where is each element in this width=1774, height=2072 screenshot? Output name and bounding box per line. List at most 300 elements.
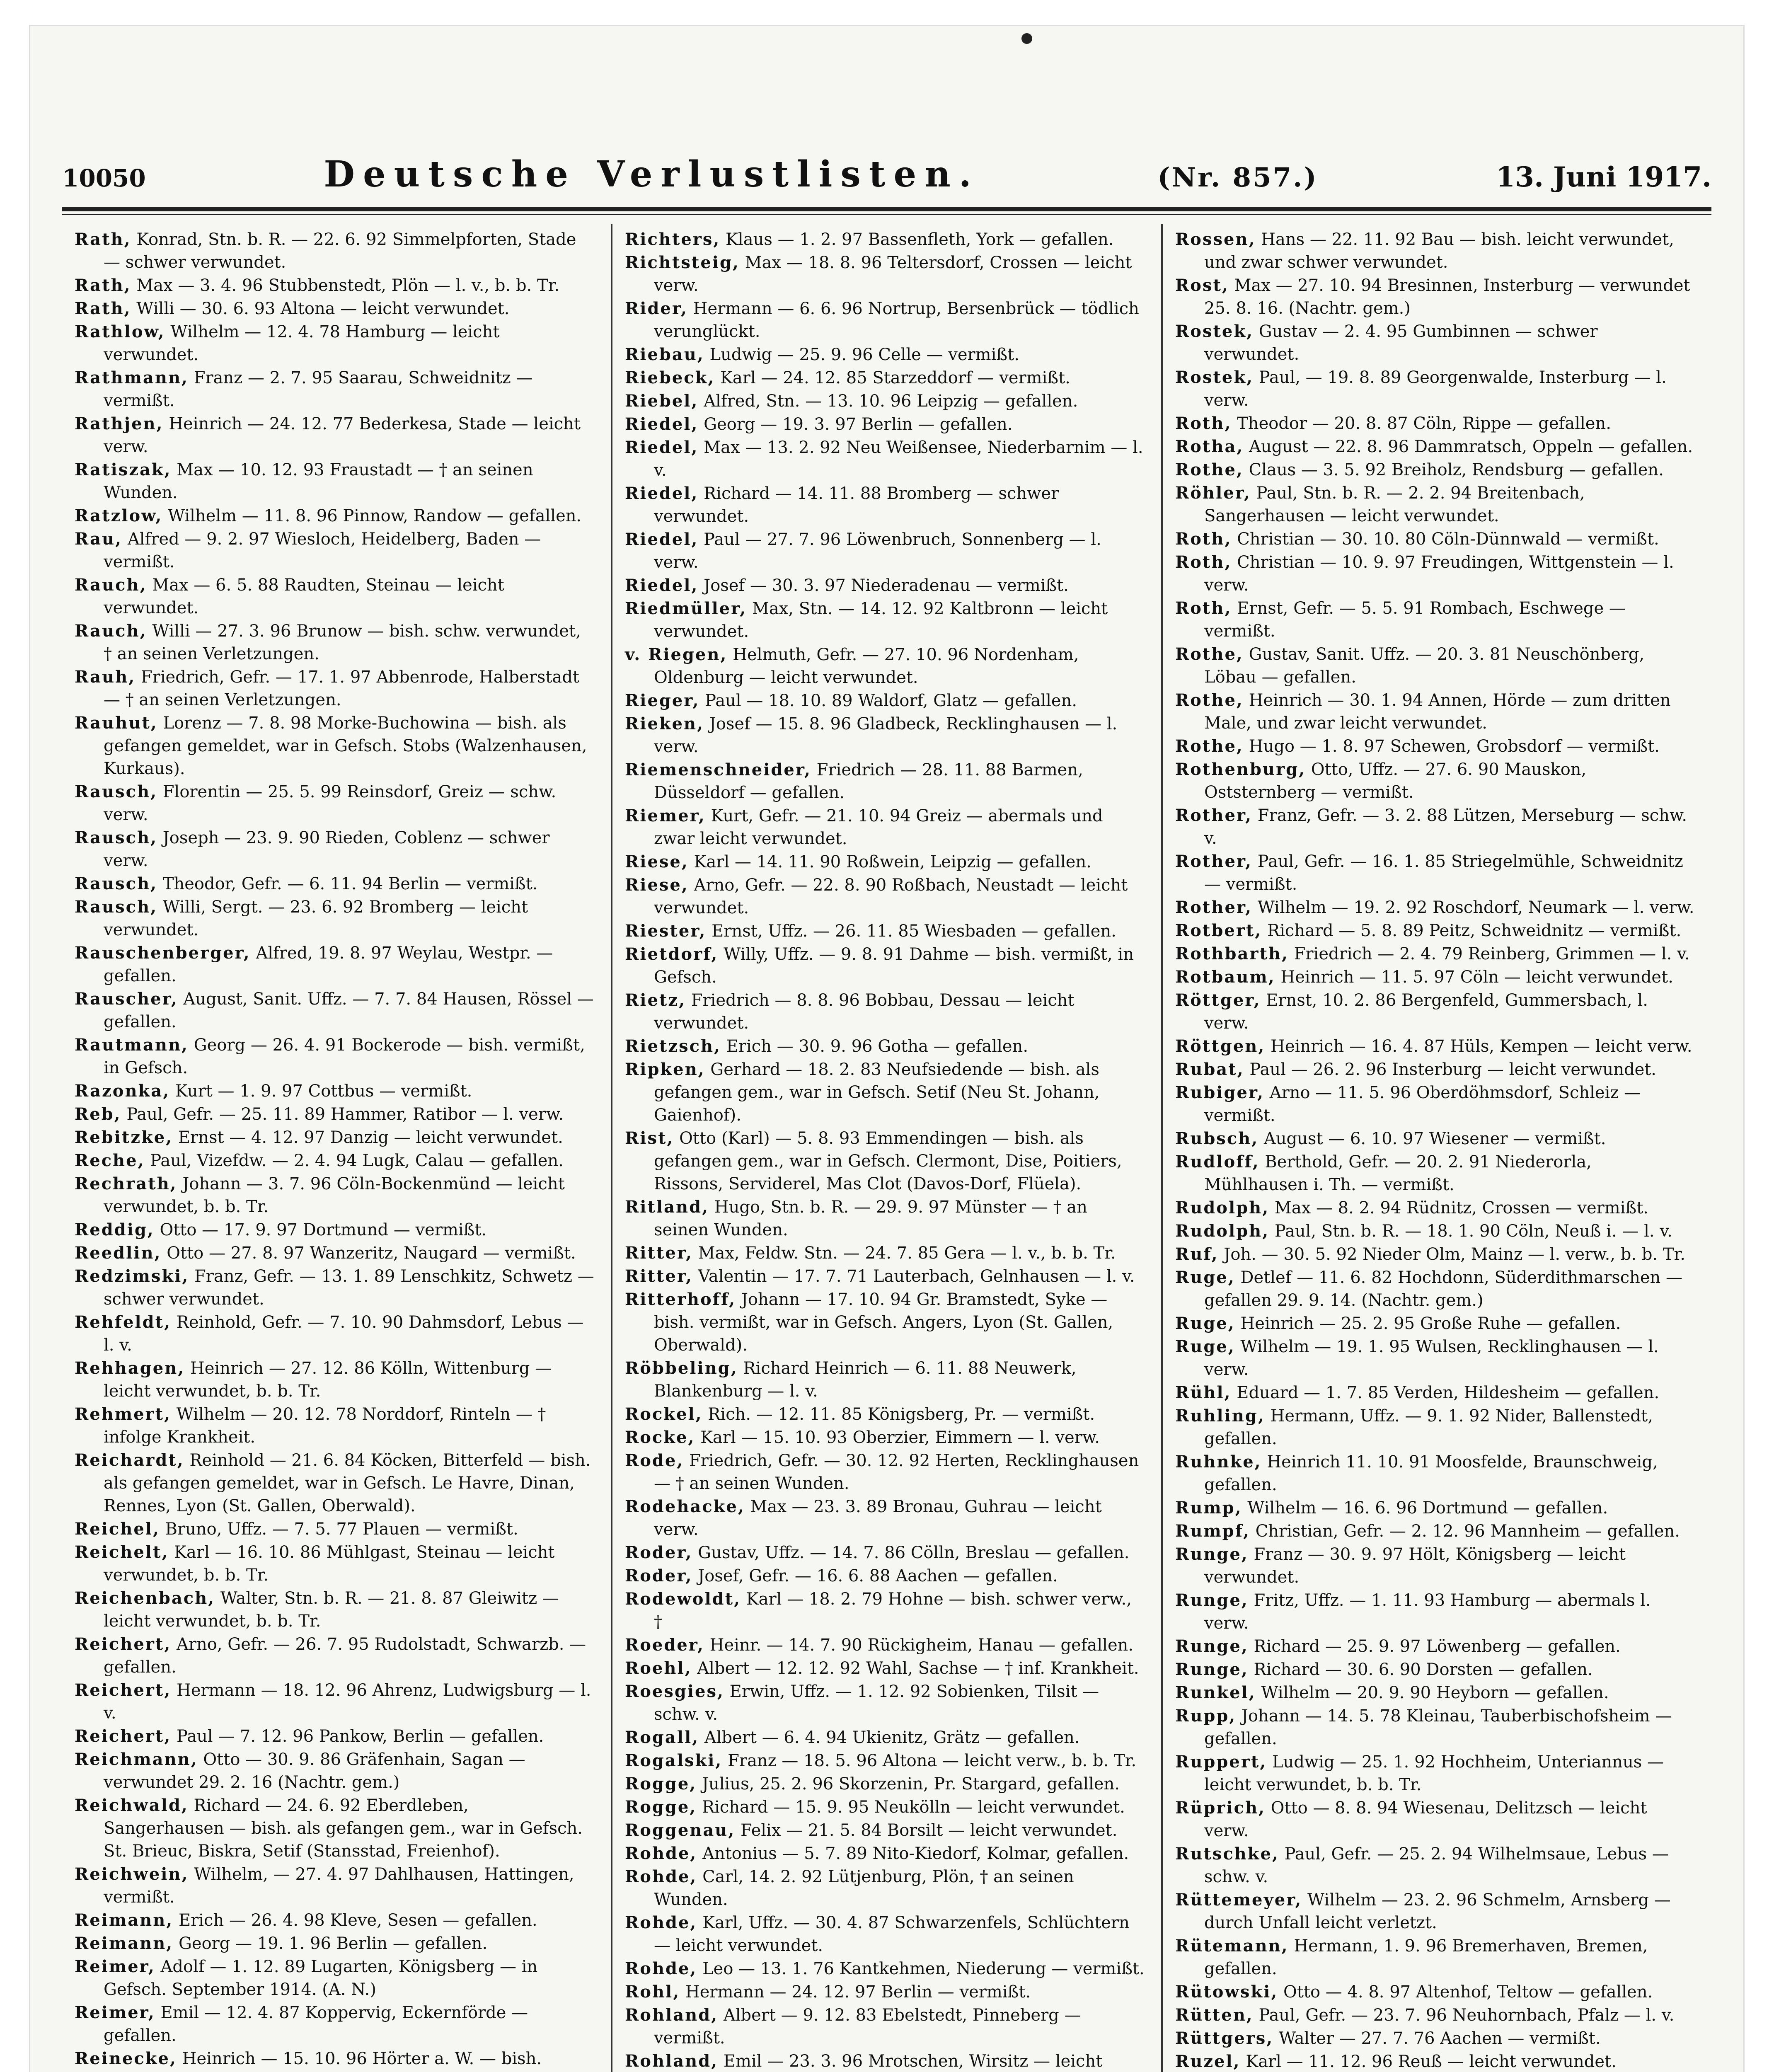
entry-surname: Rotbaum,	[1175, 967, 1275, 987]
casualty-entry	[625, 2050, 1145, 2072]
entry-surname: Runge,	[1175, 1660, 1249, 1679]
entry-details: Erwin, Uffz. — 1. 12. 92 Sobienken, Tilsit — schw. v.	[654, 1682, 1099, 1724]
casualty-entry	[625, 1749, 1145, 1772]
casualty-entry	[625, 989, 1145, 1035]
casualty-entry	[1175, 228, 1695, 274]
entry-surname: Rauch,	[75, 621, 147, 641]
casualty-entry	[75, 274, 594, 297]
entry-surname: Runge,	[1175, 1636, 1249, 1656]
entry-details: Paul — 27. 7. 96 Löwenbruch, Sonnenberg — l. verw.	[654, 530, 1101, 572]
entry-surname: Reinecke,	[75, 2049, 177, 2068]
casualty-entry	[625, 1657, 1145, 1680]
entry-surname: Rotha,	[1175, 437, 1244, 456]
entry-details: Otto — 30. 9. 86 Gräfenhain, Sagan — verwundet 29. 2. 16 (Nachtr. gem.)	[104, 1750, 525, 1792]
casualty-entry	[625, 874, 1145, 920]
entry-surname: Riedmüller,	[625, 599, 747, 618]
casualty-entry	[75, 1633, 594, 1679]
entry-details: Wilhelm — 12. 4. 78 Hamburg — leicht verwundet.	[104, 322, 500, 364]
entry-details: Paul — 26. 2. 96 Insterburg — leicht verwundet.	[1249, 1060, 1657, 1079]
entry-surname: Riemer,	[625, 806, 706, 825]
casualty-entry	[1175, 1220, 1695, 1243]
entry-details: Hermann — 24. 12. 97 Berlin — vermißt.	[685, 1982, 1031, 2002]
entry-details: Christian — 30. 10. 80 Cöln-Dünnwald — vermißt.	[1237, 530, 1659, 549]
casualty-entry	[1175, 435, 1695, 458]
entry-details: Franz — 30. 9. 97 Hölt, Königsberg — leicht verwundet.	[1204, 1545, 1626, 1587]
entry-details: Willi — 30. 6. 93 Altona — leicht verwundet.	[136, 299, 510, 318]
entry-surname: Reichelt,	[75, 1542, 169, 1562]
entry-surname: Ruppert,	[1175, 1752, 1267, 1772]
casualty-entry	[625, 528, 1145, 574]
entry-surname: Rauch,	[75, 575, 147, 595]
entry-details: Paul, — 19. 8. 89 Georgenwalde, Insterburg — l. verw.	[1204, 368, 1667, 410]
casualty-entry	[625, 1726, 1145, 1749]
entry-surname: Rehhagen,	[75, 1358, 185, 1378]
entry-surname: Rothenburg,	[1175, 760, 1306, 779]
entry-surname: Richtsteig,	[625, 253, 740, 272]
entry-surname: Rodehacke,	[625, 1497, 745, 1516]
entry-details: Heinrich — 30. 1. 94 Annen, Hörde — zum dritten Male, und zwar leicht verwundet.	[1204, 691, 1671, 733]
entry-details: Gustav, Uffz. — 14. 7. 86 Cölln, Breslau — gefallen.	[698, 1543, 1130, 1562]
entry-surname: Ruge,	[1175, 1268, 1235, 1287]
entry-surname: Reichenbach,	[75, 1588, 215, 1608]
entry-surname: Rothe,	[1175, 736, 1244, 756]
casualty-entry	[75, 1126, 594, 1149]
casualty-entry	[625, 1911, 1145, 1957]
casualty-entry	[75, 942, 594, 988]
entry-surname: Rauscher,	[75, 989, 178, 1009]
casualty-entry	[1175, 1243, 1695, 1266]
entry-details: Bruno, Uffz. — 7. 5. 77 Plauen — vermißt.	[165, 1520, 518, 1539]
entry-details: Lorenz — 7. 8. 98 Morke-Buchowina — bish. als gefangen gemeldet, war in Gefsch. Stobs (Walzenhausen, Kurkaus).	[104, 714, 587, 778]
entry-details: Walter, Stn. b. R. — 21. 8. 87 Gleiwitz — leicht verwundet, b. b. Tr.	[104, 1589, 559, 1631]
entry-details: Heinrich — 15. 10. 96 Hörter a. W. — bish.	[182, 2049, 542, 2068]
entry-surname: Rauschenberger,	[75, 943, 251, 963]
entry-details: Franz — 18. 5. 96 Altona — leicht verw., b. b. Tr.	[728, 1751, 1137, 1770]
entry-surname: Richters,	[625, 230, 721, 249]
entry-details: Max, Feldw. Stn. — 24. 7. 85 Gera — l. v., b. b. Tr.	[698, 1244, 1116, 1263]
entry-details: Arno — 11. 5. 96 Oberdöhmsdorf, Schleiz — vermißt.	[1204, 1083, 1641, 1125]
entry-surname: Röhler,	[1175, 483, 1251, 503]
casualty-entry	[1175, 896, 1695, 919]
entry-surname: Rutschke,	[1175, 1844, 1279, 1864]
casualty-entry	[1175, 1196, 1695, 1220]
casualty-entry	[1175, 1520, 1695, 1543]
column-1	[62, 224, 612, 2072]
entry-surname: Rocke,	[625, 1428, 695, 1447]
entry-details: Johann — 3. 7. 96 Cöln-Bockenmünd — leicht verwundet, b. b. Tr.	[104, 1174, 565, 1216]
entry-details: Berthold, Gefr. — 20. 2. 91 Niederorla, Mühlhausen i. Th. — vermißt.	[1204, 1152, 1592, 1194]
casualty-entry	[625, 1242, 1145, 1265]
entry-details: Hans — 22. 11. 92 Bau — bish. leicht verwundet, und zwar schwer verwundet.	[1204, 230, 1674, 272]
casualty-entry	[625, 712, 1145, 758]
entry-surname: Rump,	[1175, 1498, 1242, 1518]
casualty-entry	[625, 1127, 1145, 1196]
casualty-entry	[625, 1288, 1145, 1357]
entry-details: Friedrich — 2. 4. 79 Reinberg, Grimmen — l. v.	[1294, 944, 1690, 963]
entry-surname: Razonka,	[75, 1081, 170, 1101]
casualty-entry	[75, 1103, 594, 1126]
entry-surname: Rütten,	[1175, 2005, 1254, 2025]
casualty-entry	[625, 1426, 1145, 1449]
casualty-entry	[625, 1980, 1145, 2004]
entry-details: Josef — 30. 3. 97 Niederadenau — vermißt.	[704, 576, 1069, 595]
entry-details: Wilhelm — 19. 1. 95 Wulsen, Recklinghausen — l. verw.	[1204, 1337, 1659, 1379]
entry-surname: Rohde,	[625, 1867, 697, 1886]
entry-details: Reinhold, Gefr. — 7. 10. 90 Dahmsdorf, Lebus — l. v.	[104, 1313, 584, 1355]
entry-details: Richard — 30. 6. 90 Dorsten — gefallen.	[1254, 1660, 1593, 1679]
casualty-entry	[75, 1955, 594, 2001]
entry-surname: Roth,	[1175, 529, 1232, 549]
entry-details: Albert — 9. 12. 83 Ebelstedt, Pinneberg — vermißt.	[654, 2006, 1081, 2048]
casualty-entry	[75, 1311, 594, 1357]
entry-surname: Rüttemeyer,	[1175, 1890, 1302, 1910]
entry-details: Wilhelm — 16. 6. 96 Dortmund — gefallen.	[1247, 1498, 1608, 1518]
casualty-entry	[75, 1725, 594, 1748]
casualty-entry	[75, 666, 594, 712]
entry-surname: Reichert,	[75, 1726, 172, 1746]
casualty-entry	[75, 458, 594, 504]
entry-details: Konrad, Stn. b. R. — 22. 6. 92 Simmelpforten, Stade — schwer verwundet.	[104, 230, 576, 272]
entry-surname: Reichert,	[75, 1680, 172, 1700]
entry-details: Helmuth, Gefr. — 27. 10. 96 Nordenham, Oldenburg — leicht verwundet.	[654, 645, 1079, 687]
entry-details: Ernst, Uffz. — 26. 11. 85 Wiesbaden — gefallen.	[712, 922, 1116, 941]
entry-details: Paul, Gefr. — 23. 7. 96 Neuhornbach, Pfalz — l. v.	[1258, 2006, 1675, 2025]
entry-details: Carl, 14. 2. 92 Lütjenburg, Plön, † an seinen Wunden.	[654, 1867, 1074, 1909]
column-3	[1163, 224, 1711, 2072]
columns	[62, 224, 1711, 2072]
casualty-entry	[75, 1794, 594, 1863]
entry-surname: Rothe,	[1175, 690, 1244, 710]
casualty-entry	[75, 2001, 594, 2047]
casualty-entry	[625, 436, 1145, 482]
entry-details: Arno, Gefr. — 26. 7. 95 Rudolstadt, Schwarzb. — gefallen.	[104, 1635, 586, 1677]
casualty-entry	[1175, 1312, 1695, 1335]
casualty-entry	[1175, 1704, 1695, 1750]
casualty-entry	[75, 528, 594, 574]
casualty-entry	[625, 1680, 1145, 1726]
entry-details: Paul, Gefr. — 16. 1. 85 Striegelmühle, Schweidnitz — vermißt.	[1204, 852, 1683, 894]
entry-surname: Rüttgers,	[1175, 2028, 1274, 2048]
entry-details: Ernst, Gefr. — 5. 5. 91 Rombach, Eschwege — vermißt.	[1204, 599, 1626, 641]
entry-surname: Roehl,	[625, 1658, 692, 1678]
entry-details: Paul, Gefr. — 25. 2. 94 Wilhelmsaue, Lebus — schw. v.	[1204, 1844, 1669, 1886]
entry-details: Albert — 6. 4. 94 Ukienitz, Grätz — gefallen.	[704, 1728, 1080, 1747]
entry-details: Joseph — 23. 9. 90 Rieden, Coblenz — schwer verw.	[104, 828, 550, 870]
casualty-entry	[75, 1218, 594, 1242]
entry-details: Max — 10. 12. 93 Fraustadt — † an seinen Wunden.	[104, 460, 533, 502]
entry-surname: Ratiszak,	[75, 460, 172, 479]
entry-details: Julius, 25. 2. 96 Skorzenin, Pr. Stargard, gefallen.	[702, 1774, 1120, 1794]
casualty-entry	[1175, 942, 1695, 966]
entry-surname: Ritland,	[625, 1197, 709, 1217]
entry-surname: Reichmann,	[75, 1750, 198, 1769]
casualty-entry	[625, 1842, 1145, 1865]
entry-surname: Rietzsch,	[625, 1036, 721, 1056]
casualty-entry	[625, 413, 1145, 436]
casualty-entry	[75, 1541, 594, 1587]
casualty-entry	[625, 1588, 1145, 1634]
entry-surname: Rechrath,	[75, 1174, 177, 1193]
entry-details: Christian — 10. 9. 97 Freudingen, Wittgenstein — l. verw.	[1204, 553, 1674, 595]
entry-surname: Roder,	[625, 1566, 693, 1585]
entry-details: Detlef — 11. 6. 82 Hochdonn, Süderdithmarschen — gefallen 29. 9. 14. (Nachtr. gem.)	[1204, 1268, 1683, 1310]
entry-details: Arno, Gefr. — 22. 8. 90 Roßbach, Neustadt — leicht verwundet.	[654, 876, 1128, 917]
entry-surname: Rumpf,	[1175, 1521, 1250, 1541]
entry-surname: Rossen,	[1175, 230, 1256, 249]
casualty-entry	[75, 1265, 594, 1311]
casualty-entry	[75, 320, 594, 366]
entry-surname: Rath,	[75, 276, 131, 295]
entry-details: Reinhold — 21. 6. 84 Köcken, Bitterfeld — bish. als gefangen gemeldet, war in Gefsch. Le Havre, Dinan, Rennes, Lyon (St. Gallen, Oberwald).	[104, 1451, 591, 1515]
entry-surname: Rühl,	[1175, 1383, 1232, 1402]
casualty-entry	[625, 1058, 1145, 1127]
entry-surname: Roth,	[1175, 414, 1232, 433]
entry-surname: Reimer,	[75, 1957, 155, 1976]
entry-surname: Riese,	[625, 852, 689, 871]
entry-surname: Ritter,	[625, 1243, 693, 1263]
casualty-entry	[625, 1564, 1145, 1588]
entry-details: Wilhelm — 23. 2. 96 Schmelm, Arnsberg — durch Unfall leicht verletzt.	[1204, 1890, 1671, 1932]
casualty-entry	[1175, 643, 1695, 689]
entry-details: Wilhelm — 20. 12. 78 Norddorf, Rinteln — † infolge Krankheit.	[104, 1405, 546, 1447]
entry-details: Wilhelm, — 27. 4. 97 Dahlhausen, Hattingen, vermißt.	[104, 1865, 574, 1907]
entry-surname: Rohde,	[625, 1959, 697, 1978]
casualty-entry	[625, 943, 1145, 989]
entry-details: Paul, Stn. b. R. — 18. 1. 90 Cöln, Neuß i. — l. v.	[1274, 1222, 1672, 1241]
casualty-entry	[1175, 1450, 1695, 1496]
entry-details: Karl — 15. 10. 93 Oberzier, Eimmern — l. verw.	[700, 1428, 1100, 1447]
casualty-entry	[625, 850, 1145, 874]
casualty-entry	[625, 1865, 1145, 1911]
entry-surname: Rütemann,	[1175, 1936, 1289, 1956]
entry-surname: Riedel,	[625, 484, 699, 503]
entry-surname: Rohde,	[625, 1913, 697, 1932]
entry-surname: Rother,	[1175, 852, 1253, 871]
entry-details: Hermann, 1. 9. 96 Bremerhaven, Bremen, gefallen.	[1204, 1936, 1648, 1978]
casualty-entry	[1175, 1796, 1695, 1842]
entry-details: Gerhard — 18. 2. 83 Neufsiedende — bish. als gefangen gem., war in Gefsch. Setif (Neu St. Johann, Gaienhof).	[654, 1060, 1100, 1125]
casualty-entry	[75, 988, 594, 1034]
entry-surname: Rohde,	[625, 1844, 697, 1863]
entry-surname: Rauh,	[75, 667, 136, 687]
entry-details: Florentin — 25. 5. 99 Reinsdorf, Greiz — schw. verw.	[104, 782, 557, 824]
entry-surname: Riebau,	[625, 345, 704, 364]
casualty-entry	[625, 1819, 1145, 1842]
entry-details: Emil — 12. 4. 87 Koppervig, Eckernförde — gefallen.	[104, 2003, 528, 2045]
entry-surname: Ruhnke,	[1175, 1452, 1262, 1472]
entry-details: Paul, Gefr. — 25. 11. 89 Hammer, Ratibor — l. verw.	[126, 1105, 564, 1124]
entry-details: Max — 6. 5. 88 Raudten, Steinau — leicht verwundet.	[104, 576, 504, 617]
casualty-entry	[625, 482, 1145, 528]
entry-details: Ludwig — 25. 1. 92 Hochheim, Unteriannus — leicht verwundet, b. b. Tr.	[1204, 1752, 1664, 1794]
casualty-entry	[625, 1403, 1145, 1426]
entry-surname: Rietz,	[625, 990, 686, 1010]
issue-date: 13. Juni 1917.	[1496, 161, 1711, 193]
casualty-entry	[1175, 1888, 1695, 1934]
casualty-entry	[625, 2004, 1145, 2050]
entry-details: Joh. — 30. 5. 92 Nieder Olm, Mainz — l. verw., b. b. Tr.	[1224, 1245, 1685, 1264]
entry-surname: Rath,	[75, 299, 131, 318]
casualty-entry	[625, 920, 1145, 943]
casualty-entry	[75, 504, 594, 528]
casualty-entry	[1175, 528, 1695, 551]
casualty-entry	[625, 228, 1145, 251]
entry-surname: Reimann,	[75, 1934, 174, 1953]
entry-details: Wilhelm — 11. 8. 96 Pinnow, Randow — gefallen.	[167, 506, 582, 525]
entry-surname: Rohland,	[625, 2051, 719, 2071]
entry-details: Erich — 30. 9. 96 Gotha — gefallen.	[726, 1037, 1029, 1056]
casualty-entry	[1175, 1058, 1695, 1081]
entry-details: Gustav, Sanit. Uffz. — 20. 3. 81 Neuschönberg, Löbau — gefallen.	[1204, 645, 1645, 687]
casualty-entry	[625, 297, 1145, 343]
casualty-entry	[75, 620, 594, 666]
entry-surname: Riebel,	[625, 391, 699, 411]
entry-surname: Rudloff,	[1175, 1152, 1260, 1172]
entry-details: Richard — 14. 11. 88 Bromberg — schwer verwundet.	[654, 484, 1059, 526]
entry-surname: Rathlow,	[75, 322, 165, 341]
casualty-entry	[75, 1149, 594, 1172]
casualty-entry	[1175, 274, 1695, 320]
entry-surname: Ruge,	[1175, 1314, 1235, 1333]
casualty-entry	[75, 826, 594, 872]
entry-surname: Reichwein,	[75, 1864, 189, 1884]
entry-details: Richard — 24. 6. 92 Eberdleben, Sangerhausen — bish. als gefangen gem., war in Gefsch. St. Brieuc, Biskra, Setif (Stansstad, Freienhof).	[104, 1796, 583, 1861]
entry-details: Friedrich — 28. 11. 88 Barmen, Düsseldorf — gefallen.	[654, 760, 1083, 802]
top-dot	[1021, 33, 1032, 44]
entry-surname: Rautmann,	[75, 1035, 189, 1055]
entry-surname: Reddig,	[75, 1220, 155, 1239]
entry-details: Alfred — 9. 2. 97 Wiesloch, Heidelberg, Baden — vermißt.	[104, 530, 541, 571]
casualty-entry	[75, 712, 594, 780]
casualty-entry	[625, 1541, 1145, 1564]
page-title: Deutsche Verlustlisten.	[324, 153, 980, 195]
entry-details: Leo — 13. 1. 76 Kantkehmen, Niederung — vermißt.	[702, 1959, 1145, 1978]
entry-details: Johann — 17. 10. 94 Gr. Bramstedt, Syke — bish. vermißt, war in Gefsch. Angers, Lyon (St. Gallen, Oberwald).	[654, 1290, 1113, 1355]
casualty-entry	[1175, 1980, 1695, 2004]
entry-surname: Riebeck,	[625, 368, 715, 387]
entry-details: Josef, Gefr. — 16. 6. 88 Aachen — gefallen.	[698, 1566, 1058, 1585]
entry-surname: Röbbeling,	[625, 1358, 738, 1378]
entry-surname: Rotbert,	[1175, 921, 1262, 940]
column-2	[612, 224, 1163, 2072]
casualty-entry	[75, 1357, 594, 1403]
entry-details: Franz, Gefr. — 13. 1. 89 Lenschkitz, Schwetz — schwer verwundet.	[104, 1267, 594, 1309]
casualty-entry	[1175, 689, 1695, 735]
entry-details: Theodor — 20. 8. 87 Cöln, Rippe — gefallen.	[1237, 414, 1611, 433]
entry-surname: Röttger,	[1175, 990, 1261, 1010]
entry-details: Max — 3. 4. 96 Stubbenstedt, Plön — l. v., b. b. Tr.	[136, 276, 560, 295]
entry-surname: Rostek,	[1175, 368, 1254, 387]
entry-details: Otto — 8. 8. 94 Wiesenau, Delitzsch — leicht verw.	[1204, 1798, 1647, 1840]
casualty-entry	[625, 1449, 1145, 1495]
casualty-entry	[625, 643, 1145, 689]
entry-details: Christian, Gefr. — 2. 12. 96 Mannheim — gefallen.	[1255, 1522, 1680, 1541]
entry-surname: Rebitzke,	[75, 1128, 173, 1147]
entry-details: Theodor, Gefr. — 6. 11. 94 Berlin — vermißt.	[162, 874, 538, 893]
casualty-entry	[1175, 482, 1695, 528]
entry-surname: Rother,	[1175, 806, 1253, 825]
entry-details: Fritz, Uffz. — 1. 11. 93 Hamburg — abermals l. verw.	[1204, 1591, 1651, 1633]
casualty-entry	[75, 1518, 594, 1541]
entry-details: Ernst, 10. 2. 86 Bergenfeld, Gummersbach, l. verw.	[1204, 991, 1648, 1033]
casualty-entry	[1175, 2004, 1695, 2027]
entry-surname: Ratzlow,	[75, 506, 163, 525]
casualty-entry	[1175, 989, 1695, 1035]
entry-surname: Rauhut,	[75, 713, 158, 733]
casualty-entry	[75, 1863, 594, 1909]
header-rule-thin	[62, 214, 1711, 215]
casualty-entry	[75, 297, 594, 320]
entry-surname: Rausch,	[75, 897, 158, 917]
entry-details: Ernst — 4. 12. 97 Danzig — leicht verwundet.	[178, 1128, 563, 1147]
casualty-entry	[625, 1196, 1145, 1242]
entry-surname: Reichert,	[75, 1634, 172, 1654]
entry-surname: Reichardt,	[75, 1450, 184, 1470]
entry-surname: Rausch,	[75, 782, 158, 801]
casualty-entry	[625, 1265, 1145, 1288]
entry-details: Richard — 25. 9. 97 Löwenberg — gefallen.	[1254, 1637, 1621, 1656]
entry-surname: Ruf,	[1175, 1244, 1219, 1264]
casualty-entry	[1175, 320, 1695, 366]
entry-surname: Ruge,	[1175, 1337, 1235, 1356]
casualty-entry	[625, 689, 1145, 712]
casualty-entry	[1175, 1658, 1695, 1681]
casualty-entry	[625, 758, 1145, 804]
entry-surname: Rothe,	[1175, 460, 1244, 479]
entry-surname: Rupp,	[1175, 1706, 1237, 1726]
casualty-entry	[75, 872, 594, 896]
casualty-entry	[75, 1034, 594, 1080]
entry-surname: Reb,	[75, 1104, 121, 1124]
entry-details: Claus — 3. 5. 92 Breiholz, Rendsburg — gefallen.	[1249, 460, 1664, 479]
casualty-entry	[1175, 966, 1695, 989]
entry-details: Paul, Vizefdw. — 2. 4. 94 Lugk, Calau — gefallen.	[150, 1151, 564, 1170]
entry-surname: Ritterhoff,	[625, 1290, 736, 1309]
entry-details: Eduard — 1. 7. 85 Verden, Hildesheim — gefallen.	[1237, 1383, 1660, 1402]
casualty-entry	[75, 896, 594, 942]
entry-surname: Rau,	[75, 529, 123, 549]
entry-details: Adolf — 1. 12. 89 Lugarten, Königsberg — in Gefsch. September 1914. (A. N.)	[104, 1957, 538, 1999]
entry-surname: Roth,	[1175, 598, 1232, 618]
casualty-entry	[1175, 1543, 1695, 1589]
entry-details: Karl, Uffz. — 30. 4. 87 Schwarzenfels, Schlüchtern — leicht verwundet.	[654, 1913, 1130, 1955]
entry-details: Otto (Karl) — 5. 8. 93 Emmendingen — bish. als gefangen gem., war in Gefsch. Clermont, Dise, Poitiers, Rissons, Serviderel, Mas Clot (Davos-Dorf, Flüela).	[654, 1129, 1122, 1193]
entry-surname: Reimer,	[75, 2003, 155, 2022]
issue-number: (Nr. 857.)	[1157, 162, 1318, 193]
casualty-entry	[75, 366, 594, 412]
entry-details: Albert — 12. 12. 92 Wahl, Sachse — † inf. Krankheit.	[697, 1659, 1139, 1678]
casualty-entry	[1175, 919, 1695, 942]
casualty-entry	[75, 1932, 594, 1955]
entry-details: Max — 27. 10. 94 Bresinnen, Insterburg — verwundet 25. 8. 16. (Nachtr. gem.)	[1204, 276, 1690, 318]
entry-details: Karl — 14. 11. 90 Roßwein, Leipzig — gefallen.	[694, 852, 1092, 871]
entry-details: Otto — 27. 8. 97 Wanzeritz, Naugard — vermißt.	[167, 1244, 576, 1263]
entry-surname: Rode,	[625, 1451, 684, 1470]
entry-details: Hugo, Stn. b. R. — 29. 9. 97 Münster — † an seinen Wunden.	[654, 1198, 1087, 1239]
casualty-entry	[1175, 1035, 1695, 1058]
entry-details: Heinrich — 27. 12. 86 Kölln, Wittenburg — leicht verwundet, b. b. Tr.	[104, 1359, 552, 1401]
casualty-entry	[1175, 458, 1695, 482]
casualty-entry	[1175, 366, 1695, 412]
entry-surname: Rohl,	[625, 1982, 680, 2002]
entry-details: Richard — 5. 8. 89 Peitz, Schweidnitz — vermißt.	[1267, 921, 1682, 940]
entry-details: Hermann — 18. 12. 96 Ahrenz, Ludwigsburg — l. v.	[104, 1681, 591, 1723]
entry-surname: Ruhling,	[1175, 1406, 1265, 1426]
entry-surname: Rausch,	[75, 828, 158, 847]
entry-surname: Roeder,	[625, 1635, 704, 1655]
entry-details: Richard Heinrich — 6. 11. 88 Neuwerk, Blankenburg — l. v.	[654, 1359, 1077, 1401]
entry-details: Heinrich 11. 10. 91 Moosfelde, Braunschweig, gefallen.	[1204, 1452, 1658, 1494]
